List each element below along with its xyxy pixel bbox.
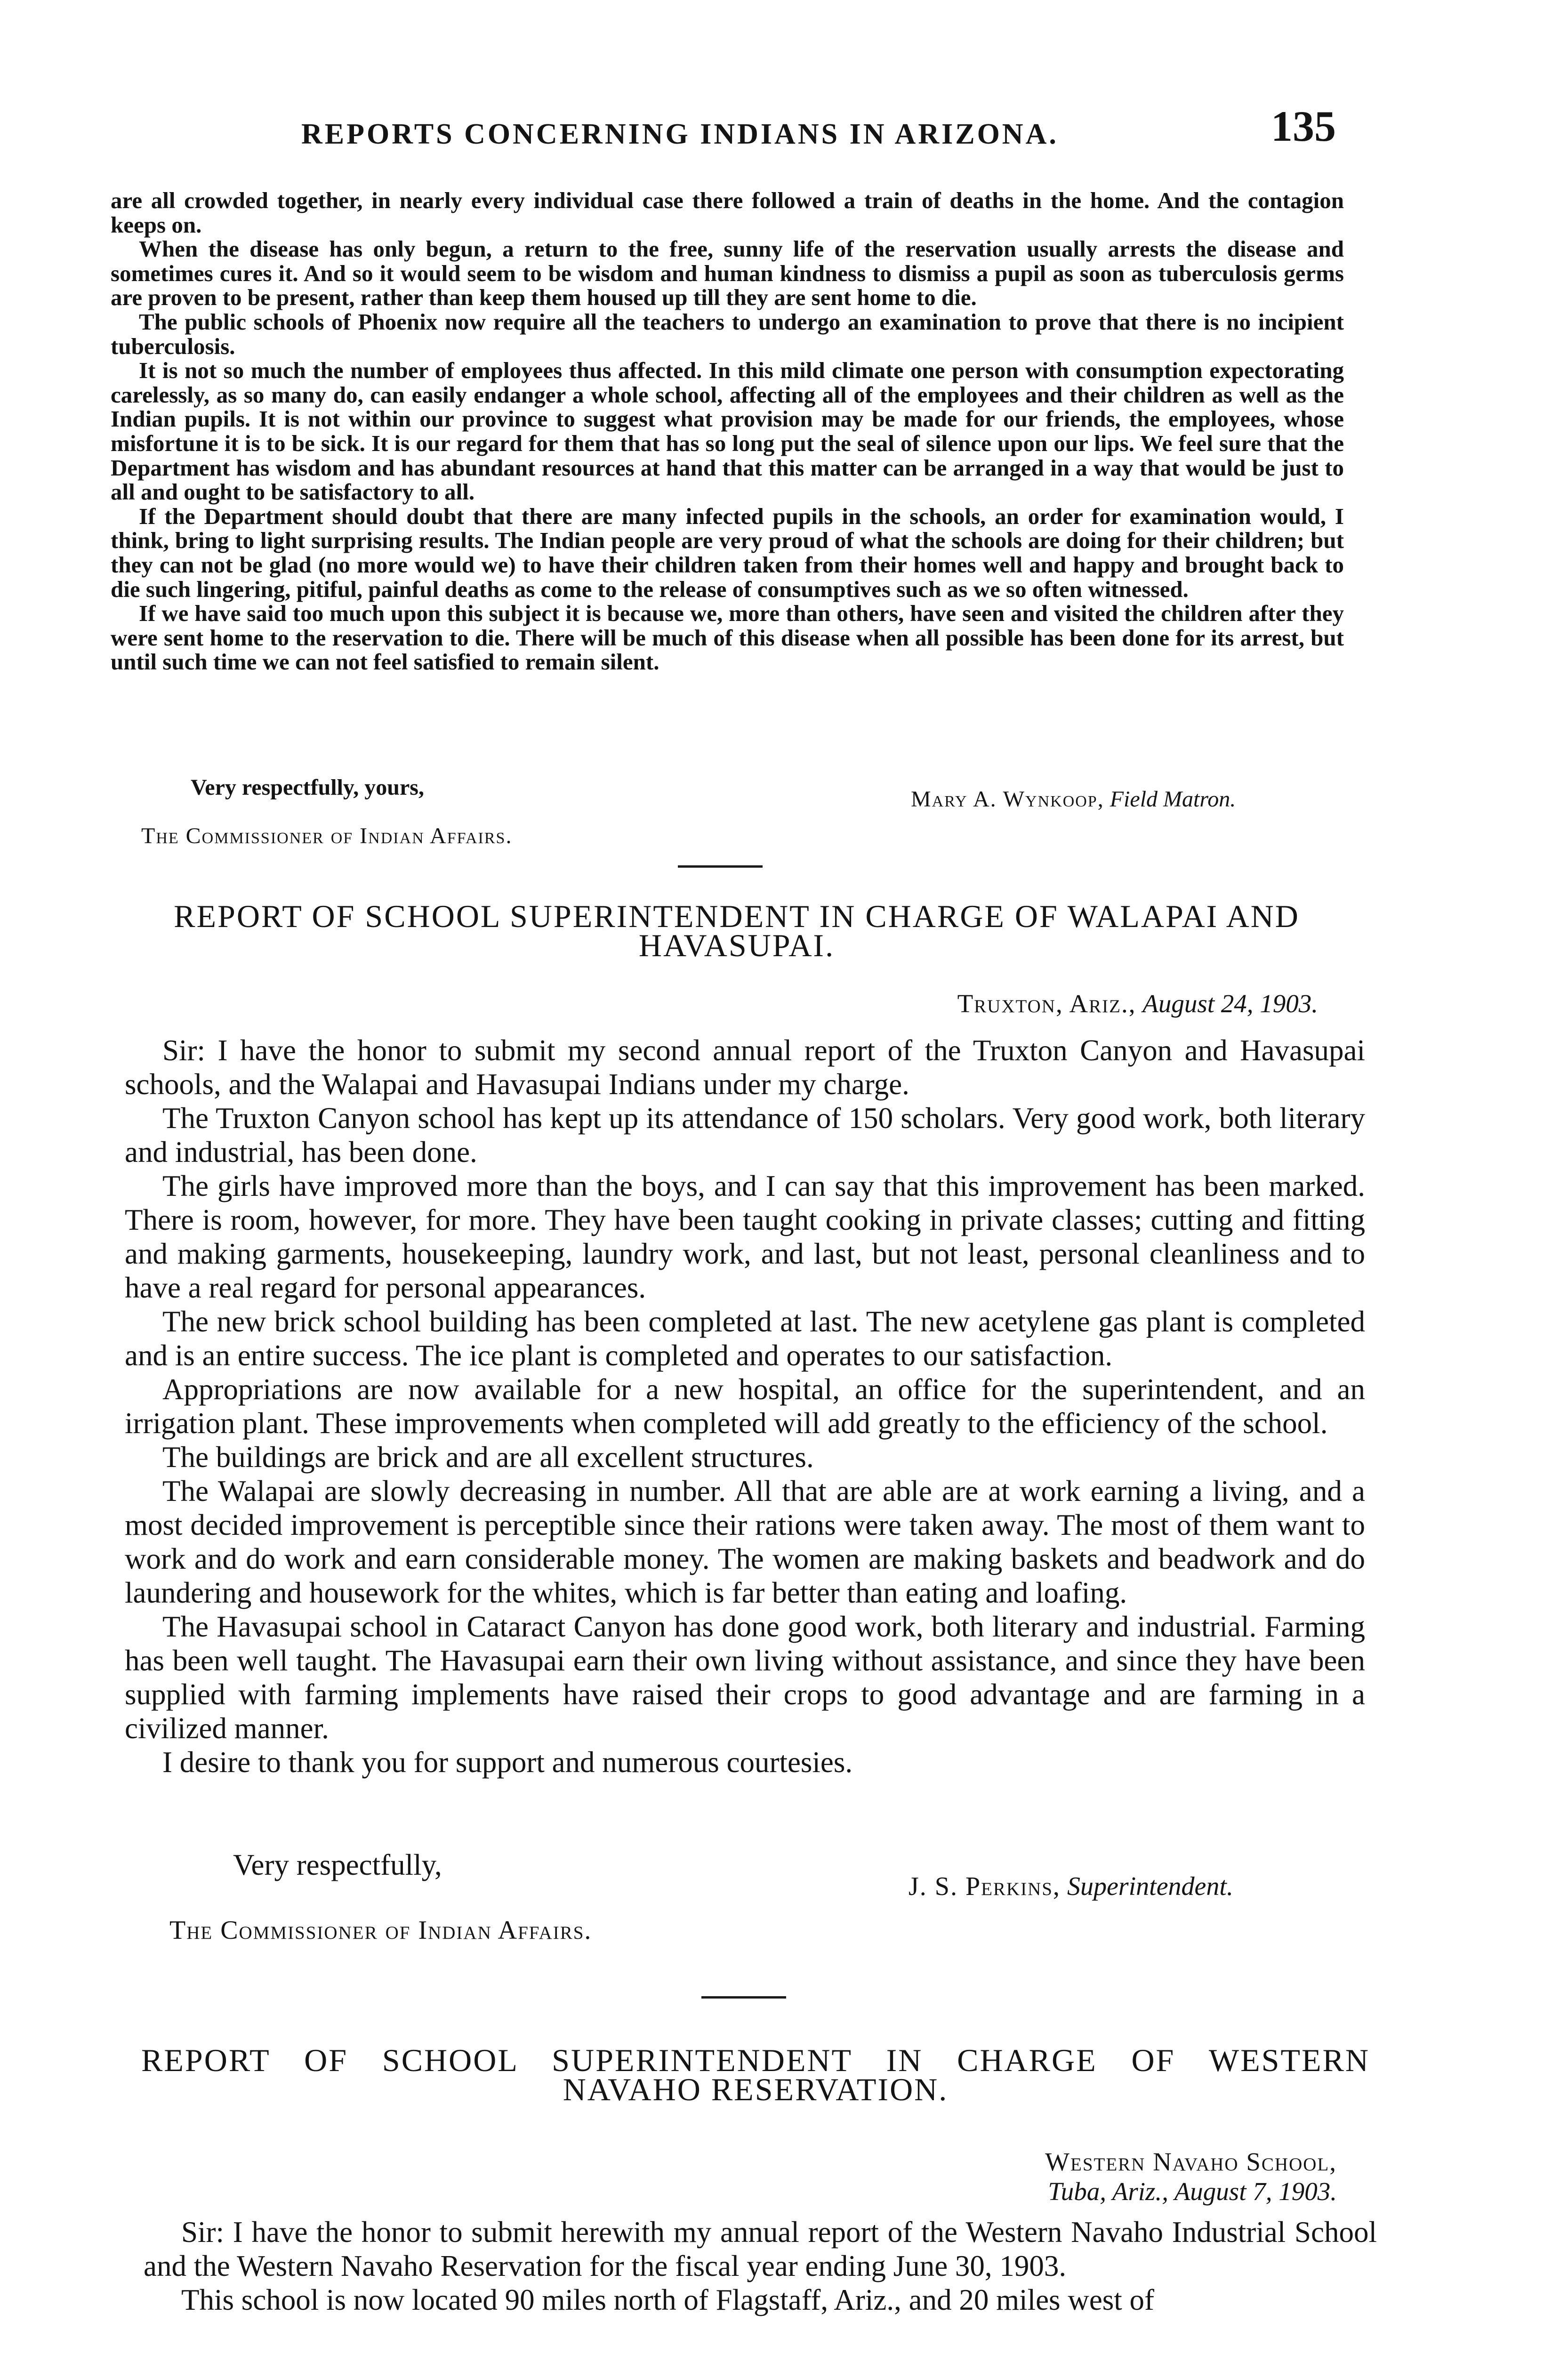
- walapai-signature-name: J. S. Perkins,: [909, 1872, 1061, 1901]
- walapai-paragraph: Appropriations are now available for a new hospital, an office for the superintendent, and an irrigation plant. These improvements when completed will add greatly to the efficiency of the school.: [125, 1373, 1365, 1440]
- wynkoop-signature-name: Mary A. Wynkoop,: [911, 787, 1104, 812]
- walapai-addressee-text: The Commissioner of Indian Affairs.: [169, 1916, 592, 1945]
- wynkoop-addressee-text: The Commissioner of Indian Affairs.: [141, 823, 513, 848]
- section-divider: [701, 1996, 786, 1999]
- walapai-place: Truxton, Ariz.,: [957, 989, 1136, 1018]
- wynkoop-closing: Very respectfully, yours,: [191, 775, 424, 800]
- navaho-report-body: [144, 2215, 1377, 2317]
- walapai-paragraph: I desire to thank you for support and numerous courtesies.: [162, 1746, 853, 1779]
- wynkoop-paragraph: If the Department should doubt that there are many infected pupils in the schools, an order for examination would, I think, bring to light surprising results. The Indian people are very proud of what the schools are doing for their children; but they can not be glad (no more would we) to have their children taken from their homes well and happy and brought back to die such lingering, pitiful, painful deaths as come to the release of consumptives such as we so often witnessed.: [111, 503, 1344, 602]
- running-head: REPORTS CONCERNING INDIANS IN ARIZONA.: [301, 118, 1059, 150]
- navaho-dateline: [565, 2147, 1337, 2206]
- wynkoop-signature-title: Field Matron.: [1110, 787, 1236, 812]
- walapai-paragraph: The buildings are brick and are all excellent structures.: [162, 1441, 814, 1474]
- walapai-paragraph: The Walapai are slowly decreasing in number. All that are able are at work earning a living, and a most decided improvement is perceptible since their rations were taken away. The most of them want to work and do work and earn considerable money. The women are making baskets and beadwork and do laundering and housework for the whites, which is far better than eating and loafing.: [125, 1475, 1365, 1609]
- walapai-report-body: [125, 1033, 1365, 1779]
- navaho-paragraph: Sir: I have the honor to submit herewith my annual report of the Western Navaho Industrial School and the Western Navaho Reservation for the fiscal year ending June 30, 1903.: [144, 2216, 1377, 2282]
- wynkoop-letter-body: [111, 188, 1344, 674]
- wynkoop-paragraph: If we have said too much upon this subject it is because we, more than others, have seen and visited the children after they were sent home to the reservation to die. There will be much of this disease when all possible has been done for its arrest, but until such time we can not feel satisfied to remain silent.: [111, 600, 1344, 675]
- wynkoop-paragraph: The public schools of Phoenix now require all the teachers to undergo an examination to prove that there is no incipient tuberculosis.: [111, 308, 1344, 359]
- walapai-report-title: [108, 898, 1365, 963]
- walapai-title-line: HAVASUPAI.: [638, 927, 835, 963]
- navaho-paragraph: This school is now located 90 miles north of Flagstaff, Ariz., and 20 miles west of: [181, 2283, 1155, 2316]
- walapai-paragraph: The new brick school building has been completed at last. The new acetylene gas plant is completed and is an entire success. The ice plant is completed and operates to our satisfaction.: [125, 1305, 1365, 1372]
- walapai-signature-title: Superintendent.: [1067, 1872, 1233, 1901]
- walapai-paragraph: The girls have improved more than the boys, and I can say that this improvement has been marked. There is room, however, for more. They have been taught cooking in private classes; cutting and fitting and making garments, housekeeping, laundry work, and last, but not least, personal cleanliness and to have a real regard for personal appearances.: [125, 1169, 1365, 1304]
- walapai-paragraph: The Havasupai school in Cataract Canyon has done good work, both literary and industrial. Farming has been well taught. The Havasupai earn their own living without assistance, and since they have been supplied with farming implements have raised their crops to good advantage and are farming in a civilized manner.: [125, 1610, 1365, 1745]
- navaho-place-date: Tuba, Ariz., August 7, 1903.: [1048, 2177, 1337, 2206]
- walapai-date: August 24, 1903.: [1142, 989, 1318, 1018]
- wynkoop-paragraph: When the disease has only begun, a return to the free, sunny life of the reservation usually arrests the disease and sometimes cures it. And so it would seem to be wisdom and human kindness to dismiss a pupil as soon as tuberculosis germs are proven to be present, rather than keep them housed up till they are sent home to die.: [111, 236, 1344, 311]
- wynkoop-signature: [911, 786, 1236, 812]
- navaho-title-line: REPORT OF SCHOOL SUPERINTENDENT IN CHARGE OF WESTERN: [141, 2042, 1370, 2078]
- walapai-closing: Very respectfully,: [233, 1848, 442, 1881]
- navaho-report-title: [141, 2042, 1370, 2107]
- page-number: 135: [1271, 102, 1336, 150]
- walapai-title-line: REPORT OF SCHOOL SUPERINTENDENT IN CHARGE OF WALAPAI AND: [174, 898, 1300, 934]
- navaho-title-line: NAVAHO RESERVATION.: [563, 2072, 949, 2107]
- wynkoop-paragraph: It is not so much the number of employees thus affected. In this mild climate one person with consumption expectorating carelessly, as so many do, can easily endanger a whole school, affecting all of the employees and their children as well as the Indian pupils. It is not within our province to suggest what provision may be made for our friends, the employees, whose misfortune it is to be sick. It is our regard for them that has so long put the seal of silence upon our lips. We feel sure that the Department has wisdom and has abundant resources at hand that this matter can be arranged in a way that would be just to all and ought to be satisfactory to all.: [111, 357, 1344, 505]
- section-divider: [678, 865, 763, 868]
- walapai-paragraph: Sir: I have the honor to submit my second annual report of the Truxton Canyon and Havasupai schools, and the Walapai and Havasupai Indians under my charge.: [125, 1034, 1365, 1101]
- wynkoop-addressee: [141, 823, 512, 849]
- walapai-dateline: [471, 989, 1318, 1018]
- walapai-addressee: [169, 1915, 592, 1945]
- walapai-signature: [909, 1871, 1233, 1902]
- walapai-paragraph: The Truxton Canyon school has kept up its attendance of 150 scholars. Very good work, both literary and industrial, has been done.: [125, 1102, 1365, 1169]
- wynkoop-paragraph: are all crowded together, in nearly every individual case there followed a train of deaths in the home. And the contagion keeps on.: [111, 187, 1344, 238]
- navaho-school: Western Navaho School,: [1045, 2147, 1337, 2176]
